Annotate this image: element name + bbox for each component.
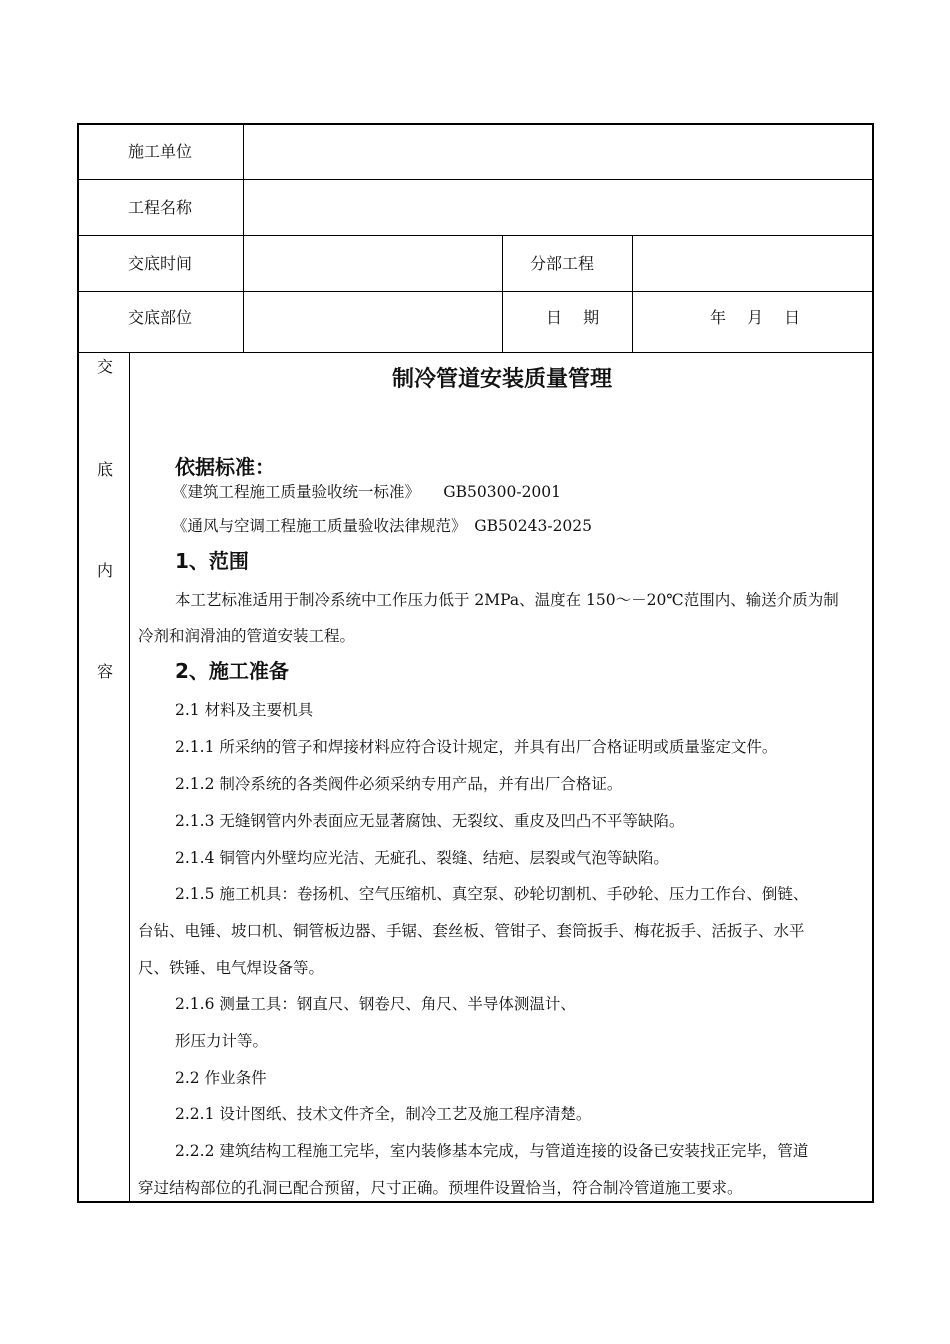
- column-divider: [243, 124, 244, 353]
- standard-line: 《建筑工程施工质量验收统一标准》 GB50300-2001: [172, 483, 562, 501]
- paragraph-line: 尺、铁锤、电气焊设备等。: [138, 959, 325, 977]
- location-label: 交底部位: [128, 308, 193, 327]
- side-label-char: 交: [97, 357, 114, 376]
- row-divider: [78, 179, 873, 180]
- paragraph-line: 本工艺标准适用于制冷系统中工作压力低于 2MPa、温度在 150～－20℃范围内、输送介质为制: [175, 591, 839, 609]
- project-field[interactable]: [245, 181, 872, 234]
- paragraph-line: 冷剂和润滑油的管道安装工程。: [138, 627, 356, 645]
- time-label: 交底时间: [128, 254, 193, 273]
- standard-line: 《通风与空调工程施工质量验收法律规范》 GB50243-2025: [172, 517, 593, 535]
- paragraph-line: 2.1.5 施工机具：卷扬机、空气压缩机、真空泵、砂轮切割机、手砂轮、压力工作台、倒链、: [175, 885, 809, 903]
- paragraph-line: 形压力计等。: [175, 1032, 269, 1050]
- division-label: 分部工程: [530, 254, 595, 273]
- unit-label: 施工单位: [128, 142, 193, 161]
- paragraph-line: 2.1 材料及主要机具: [175, 701, 314, 719]
- side-column-divider: [129, 352, 130, 1202]
- column-divider: [502, 235, 503, 353]
- paragraph-line: 2.2.2 建筑结构工程施工完毕，室内装修基本完成，与管道连接的设备已安装找正完毕，管道: [175, 1142, 809, 1160]
- side-label-char: 底: [97, 460, 114, 479]
- paragraph-line: 台钻、电锤、坡口机、铜管板边器、手锯、套丝板、管钳子、套筒扳手、梅花扳手、活扳子、水平: [138, 922, 805, 940]
- section-1-heading: 1、范围: [175, 549, 249, 573]
- paragraph-line: 2.2 作业条件: [175, 1069, 267, 1087]
- side-label-char: 内: [97, 561, 114, 580]
- basis-heading: 依据标准：: [175, 455, 275, 479]
- section-2-heading: 2、施工准备: [175, 659, 289, 683]
- document-title: 制冷管道安装质量管理: [391, 367, 612, 392]
- paragraph-line: 2.1.2 制冷系统的各类阀件必须采纳专用产品，并有出厂合格证。: [175, 775, 623, 793]
- row-divider: [78, 352, 873, 353]
- row-divider: [78, 235, 873, 236]
- date-label: 日 期: [546, 308, 600, 327]
- paragraph-line: 穿过结构部位的孔洞已配合预留，尺寸正确。预埋件设置恰当，符合制冷管道施工要求。: [138, 1179, 743, 1197]
- date-value[interactable]: 年 月 日: [710, 308, 801, 327]
- time-field[interactable]: [245, 237, 501, 290]
- row-divider: [78, 291, 873, 292]
- paragraph-line: 2.1.1 所采纳的管子和焊接材料应符合设计规定，并具有出厂合格证明或质量鉴定文件。: [175, 738, 778, 756]
- project-label: 工程名称: [128, 198, 193, 217]
- location-field[interactable]: [245, 293, 501, 351]
- paragraph-line: 2.1.4 铜管内外壁均应光洁、无疵孔、裂缝、结疤、层裂或气泡等缺陷。: [175, 849, 669, 867]
- side-label-char: 容: [97, 662, 114, 681]
- unit-field[interactable]: [245, 125, 872, 178]
- division-field[interactable]: [634, 237, 872, 290]
- paragraph-line: 2.1.6 测量工具：钢直尺、钢卷尺、角尺、半导体测温计、: [175, 995, 576, 1013]
- paragraph-line: 2.2.1 设计图纸、技术文件齐全，制冷工艺及施工程序清楚。: [175, 1105, 592, 1123]
- column-divider: [632, 235, 633, 353]
- paragraph-line: 2.1.3 无缝钢管内外表面应无显著腐蚀、无裂纹、重皮及凹凸不平等缺陷。: [175, 812, 685, 830]
